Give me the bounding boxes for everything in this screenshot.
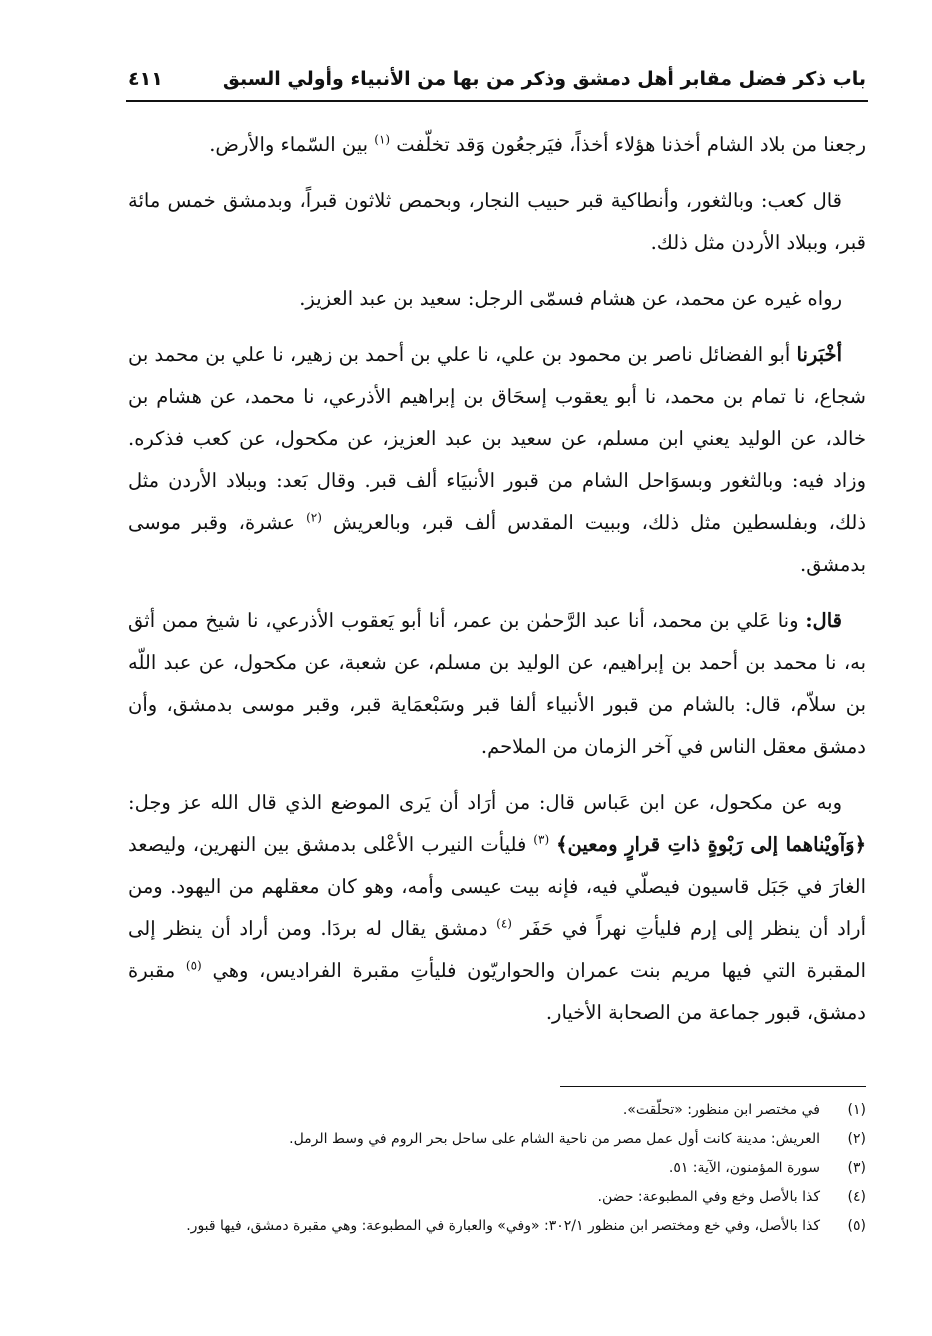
- paragraph-5: [128, 600, 866, 768]
- quran-verse: ﴿وَآويْناهما إلى رَبْوةٍ ذاتِ قرارٍ ومعين﴾: [556, 833, 866, 856]
- footnote-item: [128, 1154, 866, 1183]
- footnote-text: العريش: مدينة كانت أول عمل مصر من ناحية الشام على ساحل بحر الروم في وسط الرمل.: [289, 1131, 820, 1147]
- footnote-number: (٣): [847, 1160, 866, 1176]
- paragraph-text: أبو الفضائل ناصر بن محمود بن علي، نا علي بن أحمد بن زهير، نا علي بن محمد بن شجاع، نا تمام بن محمد، نا أبو يعقوب إسحَاق بن إبراهيم الأذرعي، نا محمد، عن هشام بن خالد، عن الوليد يعني ابن مسلم، عن سعيد بن عبد العزيز، عن مكحول، عن كعب فذكره. وزاد فيه: وبالثغور وبسوَاحل الشام من قبور الأنبيَاء ألف قبر. وقال بَعد: وببلاد الأردن مثل ذلك، وبفلسطين مثل ذلك، وببيت المقدس ألف قبر، وبالعريش: [128, 343, 867, 534]
- footnote-ref-3: (٣): [533, 832, 550, 847]
- footnote-item: [128, 1096, 866, 1125]
- paragraph-4: [128, 334, 866, 586]
- footnote-text: كذا بالأصل وخع وفي المطبوعة: حضن.: [597, 1189, 820, 1205]
- paragraph-6: [128, 782, 866, 1034]
- footnote-text: سورة المؤمنون، الآية: ٥١.: [668, 1160, 820, 1176]
- paragraph-3: رواه غيره عن محمد، عن هشام فسمّى الرجل: سعيد بن عبد العزيز.: [299, 287, 842, 310]
- footnote-ref-1: (١): [374, 132, 391, 147]
- page-number: ٤١١: [128, 68, 163, 90]
- lead-word: أخْبَرنا: [796, 343, 842, 366]
- paragraph-text: وبه عن مكحول، عن ابن عَباس قال: من أرَاد أن يَرى الموضع الذي قال الله عز وجل:: [128, 791, 842, 814]
- footnote-ref-5: (٥): [185, 958, 202, 973]
- paragraph-text: ونا عَلي بن محمد، أنا عبد الرَّحمٰن بن عمر، أنا أبو يَعقوب الأذرعي، نا شيخ ممن أثق به، نا محمد بن أحمد بن إبراهيم، عن الوليد بن مسلم، عن شعبة، عن مكحول، عن عبد اللّه بن سلاّم، قال: بالشام من قبور الأنبياء ألفا قبر وسَبْعمَاية قبر، وقبر موسى بدمشق، وأن دمشق معقل الناس في آخر الزمان من الملاحم.: [128, 609, 866, 758]
- header-rule: [126, 100, 868, 102]
- paragraph-text: دمشق يقال له بردَا. ومن أراد أن ينظر إلى المقبرة التي فيها مريم بنت عمران والحواريّون فليأتِ مقبرة الفراديس، وهي: [128, 917, 867, 982]
- paragraph-2: قال كعب: وبالثغور، وأنطاكية قبر حبيب النجار، وبحمص ثلاثون قبراً، وبدمشق خمس مائة قبر، وببلاد الأردن مثل ذلك.: [128, 189, 866, 254]
- footnote-item: [128, 1183, 866, 1212]
- footnote-text: كذا بالأصل، وفي خع ومختصر ابن منظور ٣٠٢/١: «وفي» والعبارة في المطبوعة: وهي مقبرة دمشق، فيها قبور.: [186, 1218, 820, 1234]
- footnote-ref-4: (٤): [496, 916, 512, 931]
- page-header: [128, 62, 866, 96]
- paragraph-text: بين السّماء والأرض.: [209, 133, 369, 156]
- paragraph-1: [128, 124, 866, 166]
- paragraph-text: مقبرة دمشق، قبور جماعة من الصحابة الأخيار.: [128, 959, 866, 1024]
- footnote-ref-2: (٢): [306, 510, 322, 525]
- footnote-number: (٥): [847, 1218, 866, 1234]
- footnote-text: في مختصر ابن منظور: «تحلّقت».: [622, 1102, 820, 1118]
- footnote-number: (١): [847, 1102, 866, 1118]
- paragraph-text: فليأت النيرب الأعْلى بدمشق بين النهرين، وليصعد الغارَ في جَبَل قاسيون فيصلّي فيه، فإنه بيت عيسى وأمه، وهو كان معقلهم من اليهود. ومن أراد أن ينظر إلى إرم فليأتِ نهراً في حَفَر: [128, 833, 867, 940]
- footnote-number: (٢): [847, 1131, 866, 1147]
- footnote-item: [128, 1212, 866, 1241]
- main-text: [128, 124, 866, 1048]
- footnote-rule: [560, 1086, 866, 1087]
- footnotes: [128, 1096, 866, 1241]
- lead-word: قال:: [805, 609, 842, 632]
- running-title: باب ذكر فضل مقابر أهل دمشق وذكر من بها من الأنبياء وأولي السبق: [222, 68, 866, 90]
- paragraph-text: عشرة، وقبر موسى بدمشق.: [128, 511, 866, 576]
- paragraph-text: رجعنا من بلاد الشام أخذنا هؤلاء أخذاً، فيَرجعُون وَقد تخلّفت: [396, 133, 866, 156]
- footnote-item: [128, 1125, 866, 1154]
- footnote-number: (٤): [847, 1189, 866, 1205]
